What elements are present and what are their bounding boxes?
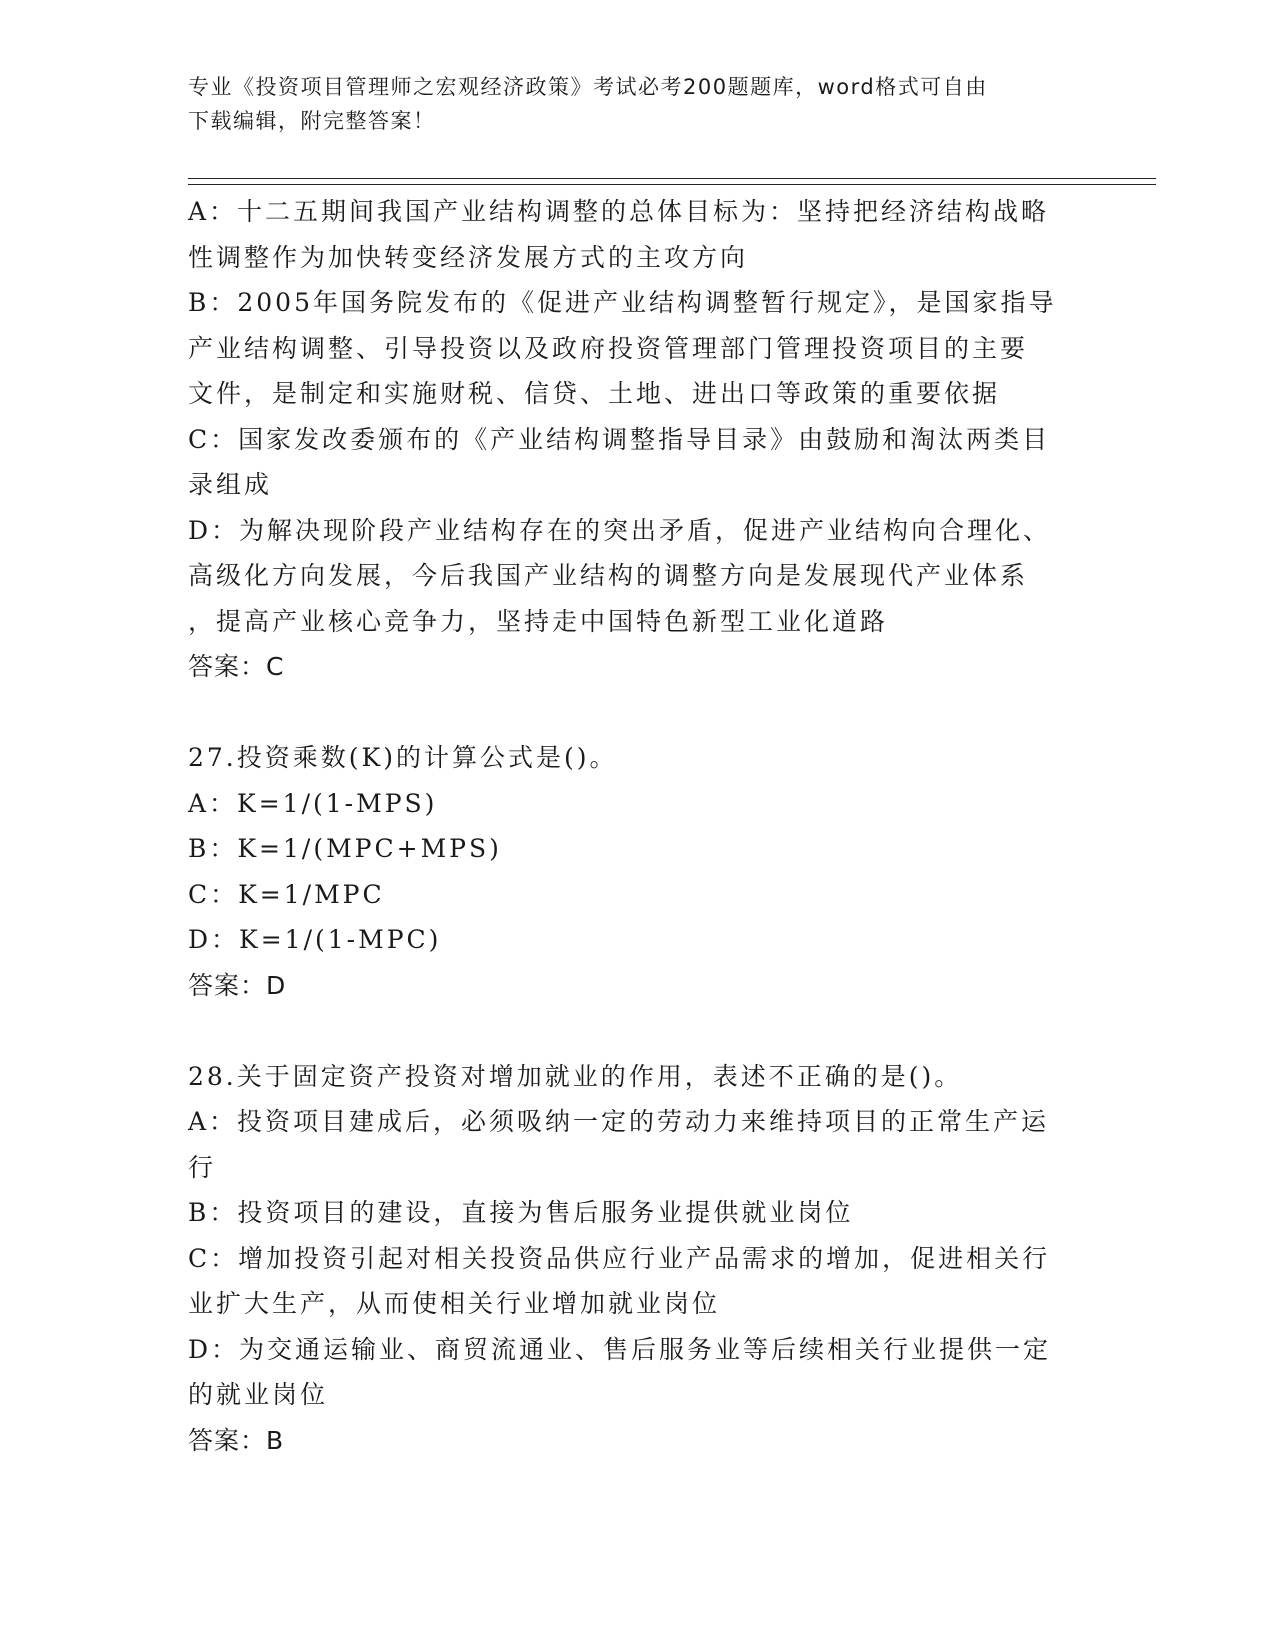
answer-26: 答案：C bbox=[188, 652, 285, 681]
option-c-line-2: 录组成 bbox=[188, 470, 273, 499]
header-rule-bottom bbox=[188, 184, 1156, 185]
answer-27: 答案：D bbox=[188, 970, 287, 1000]
option-d-line-1: D：为交通运输业、商贸流通业、售后服务业等后续相关行业提供一定 bbox=[188, 1334, 1052, 1364]
option-c-line-1: C：国家发改委颁布的《产业结构调整指导目录》由鼓励和淘汰两类目 bbox=[188, 424, 1051, 454]
option-b-line-1: B：2005年国务院发布的《促进产业结构调整暂行规定》，是国家指导 bbox=[188, 288, 1057, 317]
option-d-line-1: D：为解决现阶段产业结构存在的突出矛盾，促进产业结构向合理化、 bbox=[188, 515, 1052, 545]
option-c-line-2: 业扩大生产，从而使相关行业增加就业岗位 bbox=[188, 1289, 721, 1318]
header-line-1: 专业《投资项目管理师之宏观经济政策》考试必考200题题库，word格式可自由 bbox=[188, 75, 988, 99]
spacer bbox=[188, 1008, 1088, 1054]
option-b-line-3: 文件，是制定和实施财税、信贷、土地、进出口等政策的重要依据 bbox=[188, 379, 1001, 408]
option-a: A：K=1/(1-MPS) bbox=[188, 788, 438, 818]
option-a-line-2: 性调整作为加快转变经济发展方式的主攻方向 bbox=[188, 242, 749, 272]
option-d: D：K=1/(1-MPC) bbox=[188, 925, 442, 954]
page-header bbox=[188, 70, 1088, 138]
question-27 bbox=[188, 735, 1088, 1008]
question-26-options bbox=[188, 189, 1088, 690]
option-b-line-2: 产业结构调整、引导投资以及政府投资管理部门管理投资项目的主要 bbox=[188, 333, 1029, 363]
answer-28: 答案：B bbox=[188, 1425, 285, 1455]
option-c: C：K=1/MPC bbox=[188, 879, 385, 909]
option-b: B：投资项目的建设，直接为售后服务业提供就业岗位 bbox=[188, 1198, 854, 1227]
question-28-text: 28.关于固定资产投资对增加就业的作用，表述不正确的是()。 bbox=[188, 1061, 963, 1091]
option-d-line-2: 高级化方向发展，今后我国产业结构的调整方向是发展现代产业体系 bbox=[188, 561, 1029, 590]
option-a-line-1: A：投资项目建成后，必须吸纳一定的劳动力来维持项目的正常生产运 bbox=[188, 1107, 1050, 1136]
document-body bbox=[188, 189, 1088, 1463]
option-a-line-2: 行 bbox=[188, 1152, 217, 1182]
spacer bbox=[188, 690, 1088, 736]
option-a-line-1: A：十二五期间我国产业结构调整的总体目标为：坚持把经济结构战略 bbox=[188, 197, 1050, 226]
question-27-text: 27.投资乘数(K)的计算公式是()。 bbox=[188, 743, 618, 772]
header-rule-top bbox=[188, 178, 1156, 179]
option-c-line-1: C：增加投资引起对相关投资品供应行业产品需求的增加，促进相关行 bbox=[188, 1243, 1051, 1273]
option-d-line-2: 的就业岗位 bbox=[188, 1380, 329, 1409]
option-d-line-3: ，提高产业核心竞争力，坚持走中国特色新型工业化道路 bbox=[188, 606, 889, 636]
question-28 bbox=[188, 1054, 1088, 1464]
header-line-2: 下载编辑，附完整答案！ bbox=[188, 109, 436, 133]
option-b: B：K=1/(MPC+MPS) bbox=[188, 834, 502, 863]
